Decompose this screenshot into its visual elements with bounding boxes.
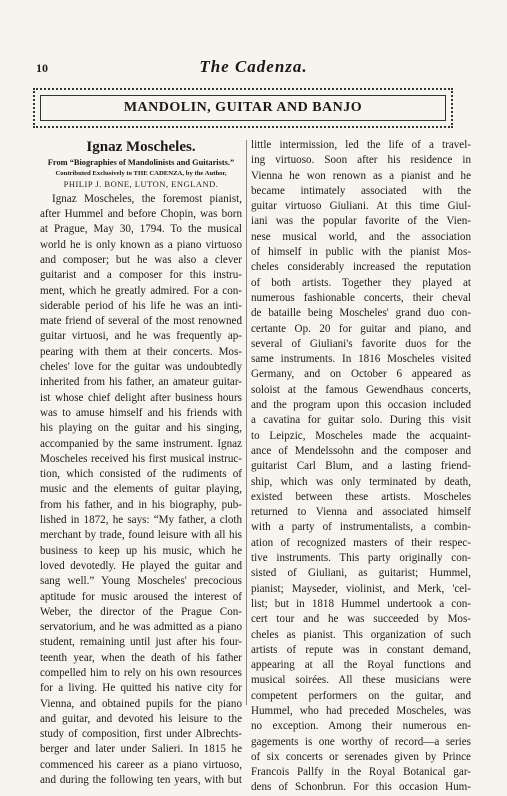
text-line: teenth year, when the death of his father (40, 651, 242, 664)
text-line: ance of Mendelssohn and the composer and (251, 444, 471, 457)
text-line: sisted of Giuliani, as guitarist; Hummel, (251, 567, 471, 580)
text-line: dens of Schonbrun. For this occasion Hum- (251, 781, 471, 794)
left-body (40, 192, 242, 789)
text-line: iani was the popular favorite of the Vien- (251, 215, 471, 228)
text-line: cheles as pianist. This organization of such (251, 628, 471, 641)
text-line: numerous fashionable concerts, their cheval (251, 291, 471, 304)
page-number: 10 (36, 61, 48, 75)
text-line: music and the elements of guitar playing, (40, 483, 242, 496)
article-author: PHILIP J. BONE, LUTON, ENGLAND. (63, 178, 219, 189)
text-line: certante Op. 20 for guitar and piano, and (251, 322, 471, 335)
text-line: study of composition, first under Albrechts- (40, 728, 242, 741)
article-source: From “Biographies of Mandolinists and Guitarists.” (47, 158, 235, 168)
text-line: ment, which he greatly admired. For a con- (40, 284, 242, 297)
text-line: appearing at all the Royal functions and (251, 659, 471, 672)
text-line: aptitude for music aroused the interest of (40, 590, 242, 603)
text-line: a cavatina for guitar solo. During this visit (251, 414, 471, 427)
text-line: nese musical world, and the association (251, 230, 471, 243)
text-line: after Hummel and before Chopin, was born (40, 208, 242, 221)
text-line: Ignaz Moscheles, the foremost pianist, (52, 192, 242, 205)
text-line: berger and later under Salieri. In 1815 he (40, 743, 242, 756)
text-line: world he is only known as a piano virtuoso (40, 238, 242, 251)
text-line: Vienna he won renown as a pianist and he (251, 169, 471, 182)
text-line: cheles considerably increased the reputation (251, 261, 471, 274)
text-line: inherited from his father, an amateur guitar- (40, 376, 242, 389)
section-title: MANDOLIN, GUITAR AND BANJO (123, 100, 363, 115)
text-line: Moscheles received his first musical instruc- (40, 452, 242, 465)
text-line: Hummel, who had preceded Moscheles, was (251, 704, 471, 717)
text-line: returned to Vienna and associated himself (251, 506, 471, 519)
text-line: business to keep up his music, which he (40, 544, 242, 557)
text-line: student, remaining until just after his four- (40, 636, 242, 649)
text-line: tive instruments. This party originally con- (251, 552, 471, 565)
text-line: pearing with them at their concerts. Mos- (40, 345, 242, 358)
text-line: ing virtuoso. Soon after his residence in (251, 154, 471, 167)
text-line: gagements is one worthy of record—a series (251, 735, 471, 748)
text-line: ship, which was only terminated by death, (251, 475, 471, 488)
text-line: commenced his career as a piano virtuoso, (40, 758, 242, 771)
text-line: same instruments. In 1816 Moscheles visited (251, 353, 471, 366)
section-banner (33, 88, 453, 128)
article-contribution: Contributed Exclusively to THE CADENZA, by the Author, (55, 169, 227, 177)
text-line: pianist; Mayseder, violinist, and Merk, 'cel- (251, 582, 471, 595)
right-body (251, 138, 471, 796)
text-line: his playing on the guitar and his singing, (40, 422, 242, 435)
text-line: musical soirées. All these musicians were (251, 674, 471, 687)
text-line: and the program upon this occasion included (251, 399, 471, 412)
text-line: Germany, and on October 6 appeared as (251, 368, 471, 381)
text-line: cert tour and he was succeeded by Mos- (251, 613, 471, 626)
text-line: competent performers on the guitar, and (251, 689, 471, 702)
masthead: The Cadenza. (199, 57, 308, 76)
text-line: tion, which consisted of the rudiments of (40, 468, 242, 481)
text-line: loved devotedly. He played the guitar and (40, 559, 242, 572)
right-column (251, 138, 471, 796)
text-line: and guitar, and devoted his leisure to the (40, 712, 242, 725)
left-column (40, 138, 242, 788)
text-line: lished in 1872, he says: “My father, a cloth (40, 514, 242, 527)
text-line: Francois Pallfy in the Royal Botanical gar- (251, 766, 471, 779)
section-banner-inner (40, 95, 446, 121)
text-line: guitar virtuosi, and he was frequently ap- (40, 330, 242, 343)
text-line: from his father, and in his biography, pub- (40, 498, 242, 511)
text-line: to Leipzic, Moscheles made the acquaint- (251, 429, 471, 442)
text-line: accompanied by the same instrument. Ignaz (40, 437, 242, 450)
text-line: ist whose chief delight after business hours (40, 391, 242, 404)
text-line: Vienna, and obtained pupils for the piano (40, 697, 242, 710)
text-line: several of Giuliani's favorite duos for the (251, 337, 471, 350)
column-divider (246, 140, 247, 705)
article-title: Ignaz Moscheles. (86, 139, 196, 155)
text-line: and composer; but he was also a clever (40, 253, 242, 266)
text-line: ation of recognized masters of their respec- (251, 536, 471, 549)
text-line: guitarist Carl Blum, and a lasting friend- (251, 460, 471, 473)
text-line: sang well.” Young Moscheles' precocious (40, 575, 242, 588)
text-line: was to amuse himself and his friends with (40, 406, 242, 419)
text-line: with a party of instrumentalists, a combin- (251, 521, 471, 534)
text-line: mate friend of several of the most renowned (40, 315, 242, 328)
text-line: soloist at the famous Gewendhaus concerts, (251, 383, 471, 396)
text-line: artists of repute was in constant demand, (251, 643, 471, 656)
text-line: and during the following ten years, with but (40, 774, 242, 787)
text-line: became intimately associated with the (251, 184, 471, 197)
text-line: cheles' love for the guitar was undoubtedly (40, 361, 242, 374)
text-line: for a living. He quitted his native city for (40, 682, 242, 695)
text-line: existed between these artists. Moscheles (251, 490, 471, 503)
text-line: of both artists. Together they played at (251, 276, 471, 289)
text-line: guitar virtuoso Giuliani. At this time Giul- (251, 200, 471, 213)
text-line: list; but in 1818 Hummel undertook a con- (251, 597, 471, 610)
text-line: guitarist and a composer for this instru- (40, 269, 242, 282)
text-line: at Prague, May 30, 1794. To the musical (40, 223, 242, 236)
text-line: merchant by trade, found leisure with all his (40, 529, 242, 542)
text-line: de bataille being Moscheles' grand duo con- (251, 307, 471, 320)
text-line: Weber, the director of the Prague Con- (40, 605, 242, 618)
text-line: little intermission, led the life of a travel- (251, 139, 471, 151)
text-line: no exception. Among their numerous en- (251, 720, 471, 733)
text-line: compelled him to rely on his own resources (40, 667, 242, 679)
text-line: of six concerts or serenades given by Prince (251, 750, 471, 763)
text-line: of himself in public with the pianist Mos- (251, 246, 471, 259)
text-line: siderable period of his life he was an inti- (40, 299, 242, 312)
text-line: servatorium, and he was admitted as a piano (40, 621, 242, 634)
